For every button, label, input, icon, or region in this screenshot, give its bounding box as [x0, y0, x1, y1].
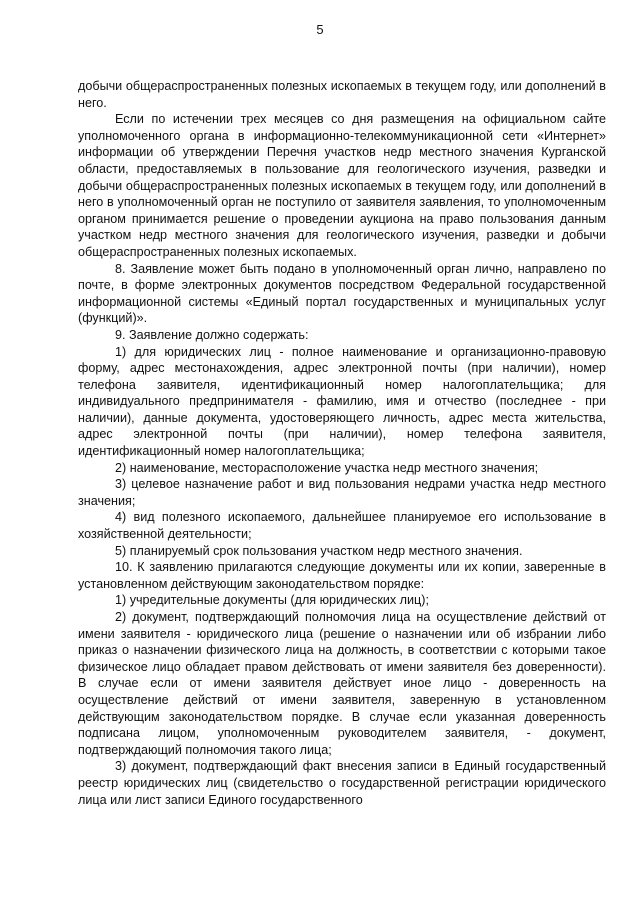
paragraph-8-submission: 8. Заявление может быть подано в уполномоченный орган лично, направлено по почте, в форме электронных документов посредством Федеральной государственной информационной системы «Единый портал государственных и муниципальных услуг (функций)».: [78, 261, 606, 326]
list-item-9-3: 3) целевое назначение работ и вид пользования недрами участка недр местного значения;: [78, 477, 606, 508]
paragraph-10-attachments: 10. К заявлению прилагаются следующие документы или их копии, заверенные в установленном действующим законодательством порядке:: [78, 560, 606, 591]
page-number: 5: [316, 22, 324, 37]
list-item-9-1: 1) для юридических лиц - полное наименование и организационно-правовую форму, адрес местонахождения, адрес электронной почты (при наличии), номер телефона заявителя, идентификационный номер налогоплательщика; для индивидуального предпринимателя - фамилию, имя и отчество (последнее - при наличии), данные документа, удостоверяющего личность, адрес места жительства, адрес электронной почты (при наличии), номер телефона заявителя, идентификационный номер налогоплательщика;: [78, 344, 606, 459]
paragraph-9-contents: 9. Заявление должно содержать:: [115, 327, 309, 342]
list-item-9-2: 2) наименование, месторасположение участка недр местного значения;: [115, 460, 539, 475]
list-item-9-4: 4) вид полезного ископаемого, дальнейшее планируемое его использование в хозяйственной деятельности;: [78, 510, 606, 542]
list-item-10-1: 1) учредительные документы (для юридических лиц);: [115, 593, 429, 608]
paragraph-auction-decision: Если по истечении трех месяцев со дня размещения на официальном сайте уполномоченного органа в информационно-телекоммуникационной сети «Интернет» информации об утверждении Перечня участков недр местного значения Курганской области, предоставляемых в пользование для геологического изучения, разведки и добычи общераспространенных полезных ископаемых в текущем году, или дополнений в него в уполномоченный орган не поступило от заявителя заявления, то уполномоченным органом принимается решение о проведении аукциона на право пользования данным участком недр местного значения для геологического изучения, разведки и добычи общераспространенных полезных ископаемых.: [78, 112, 606, 259]
list-item-10-2: 2) документ, подтверждающий полномочия лица на осуществление действий от имени заявителя - юридического лица (решение о назначении или об избрании либо приказ о назначении физического лица на должность, в соответствии с которыми такое физическое лицо обладает правом действовать от имени заявителя без доверенности). В случае если от имени заявителя действует иное лицо - доверенность на осуществление действий от имени заявителя, заверенную в установленном действующим законодательством порядке. В случае если указанная доверенность подписана лицом, уполномоченным руководителем заявителя, - документ, подтверждающий полномочия такого лица;: [78, 610, 606, 757]
list-item-9-5: 5) планируемый срок пользования участком недр местного значения.: [115, 543, 523, 558]
list-item-10-3: 3) документ, подтверждающий факт внесения записи в Единый государственный реестр юридических лиц (свидетельство о государственной регистрации юридического лица или лист записи Единого государственного: [78, 759, 606, 807]
document-body: [78, 78, 606, 808]
paragraph-continuation: добычи общераспространенных полезных ископаемых в текущем году, или дополнений в него.: [78, 79, 606, 110]
